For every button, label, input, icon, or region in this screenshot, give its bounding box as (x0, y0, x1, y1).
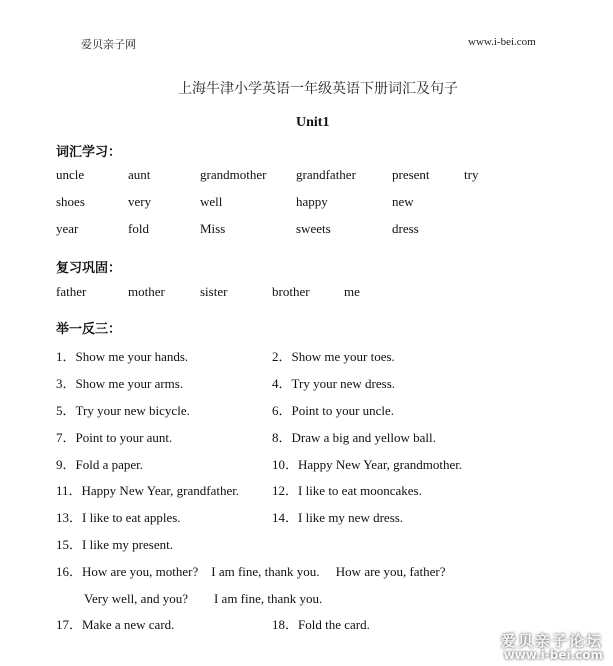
sentence: 18．Fold the card. (272, 617, 370, 632)
vocab-word: sweets (296, 221, 331, 236)
unit-title: Unit1 (296, 115, 330, 130)
sentence: 15．I like my present. (56, 537, 173, 552)
sentence: 3．Show me your arms. (56, 376, 184, 391)
sentence: 10．Happy New Year, grandmother. (272, 457, 463, 472)
vocab-word: try (464, 167, 479, 182)
vocab-word: present (392, 167, 430, 182)
sentence: 2．Show me your toes. (272, 349, 395, 364)
review-word: me (344, 284, 360, 299)
vocab-word: grandfather (296, 167, 356, 182)
vocab-word: dress (392, 221, 419, 236)
sentence: 7．Point to your aunt. (56, 430, 173, 445)
vocab-word: Miss (200, 221, 226, 236)
vocab-word: new (392, 194, 414, 209)
page-title: 上海牛津小学英语一年级英语下册词汇及句子 (178, 82, 458, 97)
review-word: sister (200, 284, 228, 299)
vocab-word: aunt (128, 167, 151, 182)
sentence: 9．Fold a paper. (56, 457, 144, 472)
sentence: 17．Make a new card. (56, 617, 175, 632)
sentence: Very well, and you? I am fine, thank you. (84, 591, 323, 606)
review-word: brother (272, 284, 310, 299)
vocab-word: well (200, 194, 223, 209)
watermark-title: 爱贝亲子论坛 (500, 631, 603, 650)
sentence: 6．Point to your uncle. (272, 403, 395, 418)
review-word: father (56, 284, 87, 299)
sentence: 12．I like to eat mooncakes. (272, 483, 422, 498)
vocab-heading: 词汇学习： (56, 144, 122, 159)
vocab-word: shoes (56, 194, 85, 209)
sentence: 5．Try your new bicycle. (56, 403, 190, 418)
header-site-name: 爱贝亲子网 (81, 39, 136, 51)
sentence: 1．Show me your hands. (56, 349, 189, 364)
header-url: www.i-bei.com (468, 36, 536, 48)
review-word: mother (128, 284, 165, 299)
vocab-word: uncle (56, 167, 85, 182)
vocab-word: year (56, 221, 79, 236)
sentence: 16．How are you, mother? I am fine, thank you. How are you, father? (56, 564, 446, 579)
sentence: 8．Draw a big and yellow ball. (272, 430, 436, 445)
review-heading: 复习巩固： (56, 260, 122, 275)
watermark-url: www.i-bei.com (503, 648, 603, 663)
sentence: 13．I like to eat apples. (56, 510, 181, 525)
sentence: 14．I like my new dress. (272, 510, 404, 525)
practice-heading: 举一反三： (56, 321, 122, 336)
vocab-word: grandmother (200, 167, 267, 182)
sentence: 4．Try your new dress. (272, 376, 396, 391)
vocab-word: very (128, 194, 152, 209)
watermark (500, 631, 603, 663)
vocab-word: fold (128, 221, 149, 236)
sentence: 11．Happy New Year, grandfather. (56, 483, 240, 498)
vocab-word: happy (296, 194, 328, 209)
